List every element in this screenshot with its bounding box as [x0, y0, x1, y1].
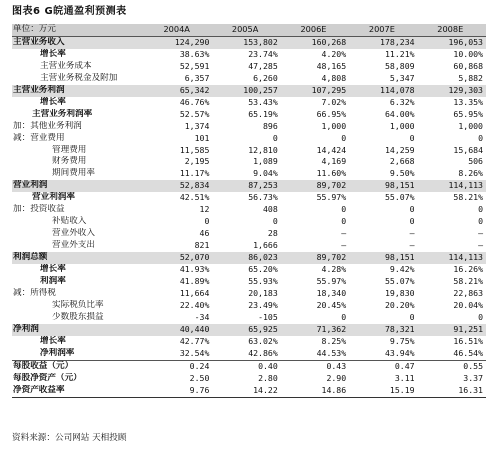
cell-value: 48,165	[316, 60, 347, 71]
cell-value: 100,257	[212, 85, 280, 97]
cell-value: 2.80	[258, 372, 278, 383]
cell-value: 46.76%	[179, 96, 210, 107]
cell-value: 65.95%	[453, 108, 483, 119]
cell-value: 15.19	[349, 385, 417, 397]
cell-value: 87,253	[212, 180, 280, 192]
source-note: 资料来源：公司网站 天相投顾	[12, 433, 127, 443]
cell-value: 58.21%	[453, 192, 483, 203]
cell-value: 11,664	[179, 287, 210, 298]
cell-value: 1,089	[253, 156, 278, 167]
row-label: 净利润	[12, 324, 144, 336]
cell-value: 114,078	[349, 85, 417, 97]
cell-value: 0	[409, 204, 415, 215]
table-row	[12, 348, 486, 360]
cell-value: 6,357	[184, 72, 210, 83]
cell-value: 66.95%	[316, 108, 347, 119]
cell-value: 0	[204, 216, 210, 227]
table-row	[12, 264, 486, 276]
table-row	[12, 324, 486, 336]
table-row	[12, 276, 486, 288]
cell-value: 160,268	[281, 36, 349, 48]
table-row	[12, 288, 486, 300]
cell-value: 9.50%	[389, 168, 415, 179]
table-row	[12, 312, 486, 324]
cell-value: 0	[409, 132, 415, 143]
cell-value: 9.42%	[389, 264, 415, 275]
table-row	[12, 109, 486, 121]
profit-forecast-table	[12, 24, 486, 398]
cell-value: 65.19%	[248, 108, 278, 119]
cell-value: 55.97%	[316, 276, 347, 287]
cell-value: 3.11	[394, 372, 415, 383]
page-title: 图表6 G皖通盈利预测表	[12, 6, 127, 17]
row-label: 减：营业费用	[13, 132, 65, 143]
cell-value: 65.20%	[248, 264, 278, 275]
table-row	[12, 121, 486, 133]
cell-value: 43.94%	[384, 347, 415, 358]
cell-value: 14,424	[316, 144, 347, 155]
table-row	[12, 336, 486, 348]
cell-value: 47,285	[248, 60, 278, 71]
table-row	[12, 168, 486, 180]
row-label: 主营业务利润	[12, 85, 144, 97]
cell-value: 0	[409, 311, 415, 322]
cell-value: 0	[341, 204, 347, 215]
row-label: 管理费用	[52, 144, 87, 155]
year-2004a: 2004A	[144, 24, 212, 36]
cell-value: 44.53%	[316, 347, 347, 358]
row-label: 净利润率	[40, 347, 75, 358]
cell-value: 11.17%	[179, 168, 210, 179]
cell-value: 2.50	[189, 372, 210, 383]
cell-value: 16.31	[418, 385, 486, 397]
cell-value: 55.97%	[316, 192, 347, 203]
cell-value: 89,702	[281, 252, 349, 264]
cell-value: 58,809	[384, 60, 415, 71]
table-row	[12, 204, 486, 216]
cell-value: 114,113	[418, 252, 486, 264]
cell-value: -105	[258, 311, 278, 322]
cell-value: 0	[478, 216, 483, 227]
row-label: 主营业务收入	[12, 36, 144, 48]
table-row	[12, 240, 486, 252]
cell-value: 23.49%	[248, 299, 278, 310]
row-label: 增长率	[40, 48, 66, 59]
cell-value: 98,151	[349, 180, 417, 192]
cell-value: 0	[341, 216, 347, 227]
cell-value: 5,882	[458, 72, 483, 83]
cell-value: 32.54%	[179, 347, 210, 358]
row-label: 营业外支出	[52, 240, 95, 251]
row-label: 增长率	[40, 96, 66, 107]
cell-value: 0	[272, 132, 278, 143]
cell-value: 20.20%	[384, 299, 415, 310]
cell-value: 0	[478, 132, 483, 143]
cell-value: 3.37	[463, 372, 483, 383]
cell-value: 4.28%	[321, 264, 347, 275]
cell-value: 52,070	[144, 252, 212, 264]
cell-value: 58.21%	[453, 276, 483, 287]
cell-value: 114,113	[418, 180, 486, 192]
cell-value: 6,260	[253, 72, 278, 83]
cell-value: 4,169	[321, 156, 347, 167]
cell-value: 9.75%	[389, 335, 415, 346]
cell-value: 821	[194, 240, 210, 251]
cell-value: 15,684	[453, 144, 483, 155]
cell-value: 153,802	[212, 36, 280, 48]
cell-value: 60,868	[453, 60, 483, 71]
cell-value: 2,668	[389, 156, 415, 167]
cell-value: 65,342	[144, 85, 212, 97]
cell-value: 196,053	[418, 36, 486, 48]
row-label: 净资产收益率	[12, 385, 144, 397]
cell-value: 178,234	[349, 36, 417, 48]
cell-value: 4.20%	[321, 48, 347, 59]
table-row	[12, 300, 486, 312]
cell-value: –	[341, 240, 347, 251]
cell-value: 23.74%	[248, 48, 278, 59]
cell-value: 14.22	[212, 385, 280, 397]
cell-value: 52,834	[144, 180, 212, 192]
cell-value: 65,925	[212, 324, 280, 336]
cell-value: 5,347	[389, 72, 415, 83]
cell-value: 46.54%	[453, 347, 483, 358]
row-label: 每股净资产（元）	[13, 372, 82, 383]
cell-value: 8.25%	[321, 335, 347, 346]
year-2008e: 2008E	[418, 24, 486, 36]
cell-value: 41.89%	[179, 276, 210, 287]
cell-value: 42.77%	[179, 335, 210, 346]
cell-value: 9.76	[144, 385, 212, 397]
cell-value: 10.00%	[453, 48, 483, 59]
row-label: 营业利润	[12, 180, 144, 192]
table-row	[12, 360, 486, 372]
cell-value: 7.02%	[321, 96, 347, 107]
row-label: 实际税负比率	[52, 299, 104, 310]
cell-value: 896	[262, 120, 278, 131]
row-label: 增长率	[40, 335, 66, 346]
cell-value: 1,666	[253, 240, 278, 251]
cell-value: 0	[478, 311, 483, 322]
cell-value: 63.02%	[248, 335, 278, 346]
cell-value: 40,440	[144, 324, 212, 336]
forecast-table-container	[12, 24, 486, 398]
cell-value: 20,183	[248, 287, 278, 298]
cell-value: 46	[199, 228, 210, 239]
cell-value: 41.93%	[179, 264, 210, 275]
year-2005a: 2005A	[212, 24, 280, 36]
table-row	[12, 61, 486, 73]
cell-value: 22,863	[453, 287, 483, 298]
cell-value: 52.57%	[179, 108, 210, 119]
cell-value: 101	[194, 132, 210, 143]
row-label: 利润总额	[12, 252, 144, 264]
table-row	[12, 385, 486, 397]
cell-value: 0	[272, 216, 278, 227]
cell-value: 98,151	[349, 252, 417, 264]
cell-value: 55.07%	[384, 276, 415, 287]
cell-value: 1,374	[184, 120, 210, 131]
cell-value: 8.26%	[458, 168, 483, 179]
cell-value: 53.43%	[248, 96, 278, 107]
table-row	[12, 252, 486, 264]
row-label: 营业利润率	[32, 192, 75, 203]
cell-value: 14.86	[281, 385, 349, 397]
table-row	[12, 228, 486, 240]
cell-value: 12	[199, 204, 210, 215]
cell-value: 20.45%	[316, 299, 347, 310]
cell-value: 20.04%	[453, 299, 483, 310]
cell-value: 4,808	[321, 72, 347, 83]
cell-value: 107,295	[281, 85, 349, 97]
table-row	[12, 145, 486, 157]
cell-value: 38.63%	[179, 48, 210, 59]
cell-value: 0.55	[418, 360, 486, 372]
row-label: 营业外收入	[52, 228, 95, 239]
row-label: 主营业务利润率	[32, 108, 93, 119]
cell-value: 0.47	[349, 360, 417, 372]
table-row	[12, 36, 486, 48]
cell-value: 0	[478, 204, 483, 215]
cell-value: 42.86%	[248, 347, 278, 358]
row-label: 少数股东损益	[52, 311, 104, 322]
row-label: 主营业务成本	[40, 60, 92, 71]
cell-value: 86,023	[212, 252, 280, 264]
cell-value: 11,585	[179, 144, 210, 155]
table-row	[12, 49, 486, 61]
cell-value: 13.35%	[453, 96, 483, 107]
year-2006e: 2006E	[281, 24, 349, 36]
cell-value: 0.24	[144, 360, 212, 372]
cell-value: 11.21%	[384, 48, 415, 59]
cell-value: 129,303	[418, 85, 486, 97]
cell-value: –	[478, 228, 483, 239]
cell-value: –	[341, 228, 347, 239]
table-row	[12, 373, 486, 385]
cell-value: 6.32%	[389, 96, 415, 107]
row-label: 增长率	[40, 264, 66, 275]
table-row	[12, 133, 486, 145]
cell-value: –	[409, 228, 415, 239]
cell-value: 0.40	[212, 360, 280, 372]
cell-value: 16.51%	[453, 335, 483, 346]
cell-value: 0	[341, 132, 347, 143]
cell-value: 12,810	[248, 144, 278, 155]
row-label: 加：投资收益	[13, 204, 65, 215]
cell-value: 91,251	[418, 324, 486, 336]
cell-value: 78,321	[349, 324, 417, 336]
row-label: 补贴收入	[52, 216, 87, 227]
cell-value: 55.07%	[384, 192, 415, 203]
cell-value: 506	[468, 156, 483, 167]
table-row	[12, 192, 486, 204]
cell-value: 1,000	[458, 120, 483, 131]
table-row	[12, 85, 486, 97]
table-row	[12, 156, 486, 168]
cell-value: 1,000	[389, 120, 415, 131]
cell-value: 0.43	[281, 360, 349, 372]
cell-value: 16.26%	[453, 264, 483, 275]
cell-value: 2,195	[184, 156, 210, 167]
cell-value: 0	[409, 216, 415, 227]
cell-value: 52,591	[179, 60, 210, 71]
cell-value: 0	[341, 311, 347, 322]
table-row	[12, 97, 486, 109]
cell-value: 14,259	[384, 144, 415, 155]
cell-value: 9.04%	[253, 168, 278, 179]
cell-value: 18,340	[316, 287, 347, 298]
row-label: 期间费用率	[52, 168, 95, 179]
table-row	[12, 216, 486, 228]
cell-value: 408	[262, 204, 278, 215]
cell-value: 22.40%	[179, 299, 210, 310]
cell-value: 11.60%	[316, 168, 347, 179]
cell-value: 42.51%	[179, 192, 210, 203]
cell-value: 2.90	[326, 372, 347, 383]
table-row	[12, 73, 486, 85]
table-row	[12, 180, 486, 192]
cell-value: –	[478, 240, 483, 251]
row-label: 减：所得税	[13, 287, 56, 298]
unit-label: 单位：万元	[12, 24, 144, 36]
cell-value: 1,000	[321, 120, 347, 131]
row-label: 每股收益（元）	[12, 360, 144, 372]
cell-value: 71,362	[281, 324, 349, 336]
table-header	[12, 24, 486, 36]
cell-value: 124,290	[144, 36, 212, 48]
cell-value: 19,830	[384, 287, 415, 298]
cell-value: 56.73%	[248, 192, 278, 203]
cell-value: 89,702	[281, 180, 349, 192]
year-2007e: 2007E	[349, 24, 417, 36]
row-label: 财务费用	[52, 156, 87, 167]
cell-value: -34	[194, 311, 210, 322]
cell-value: 28	[267, 228, 278, 239]
row-label: 主营业务税金及附加	[40, 72, 118, 83]
cell-value: 64.00%	[384, 108, 415, 119]
cell-value: 55.93%	[248, 276, 278, 287]
row-label: 利润率	[40, 276, 66, 287]
cell-value: –	[409, 240, 415, 251]
row-label: 加：其他业务利润	[13, 120, 82, 131]
